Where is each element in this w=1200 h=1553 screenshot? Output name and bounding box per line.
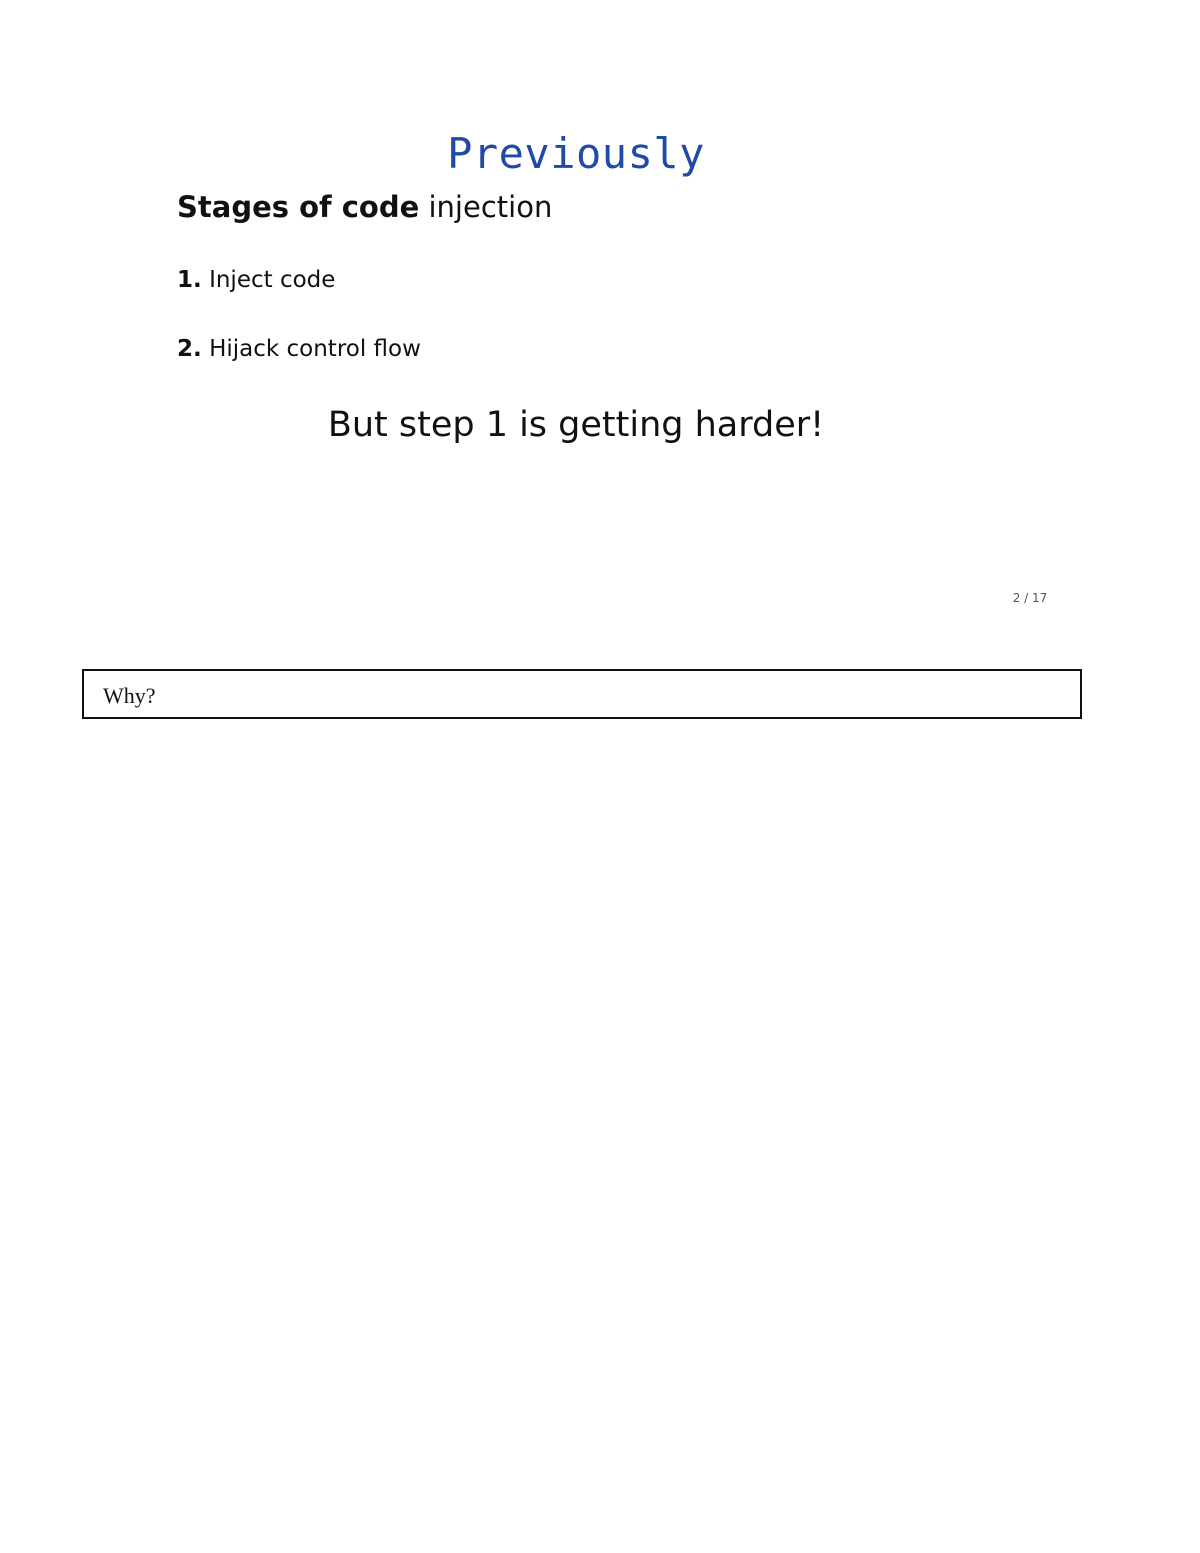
slide-subtitle xyxy=(177,188,552,226)
step-item xyxy=(177,334,421,364)
page-number: 2 / 17 xyxy=(1012,591,1048,605)
subtitle-part-2: injection xyxy=(428,190,553,224)
step-item xyxy=(177,265,335,295)
step-text: Inject code xyxy=(209,267,336,293)
note-box xyxy=(82,669,1082,719)
step-number: 2. xyxy=(177,336,202,362)
step-text: Hijack control flow xyxy=(209,336,421,362)
slide-title: Previously xyxy=(447,129,705,178)
step-number: 1. xyxy=(177,267,202,293)
slide-headline: But step 1 is getting harder! xyxy=(327,405,825,445)
subtitle-part-1: Stages of code xyxy=(177,190,420,224)
note-text: Why? xyxy=(103,683,156,708)
